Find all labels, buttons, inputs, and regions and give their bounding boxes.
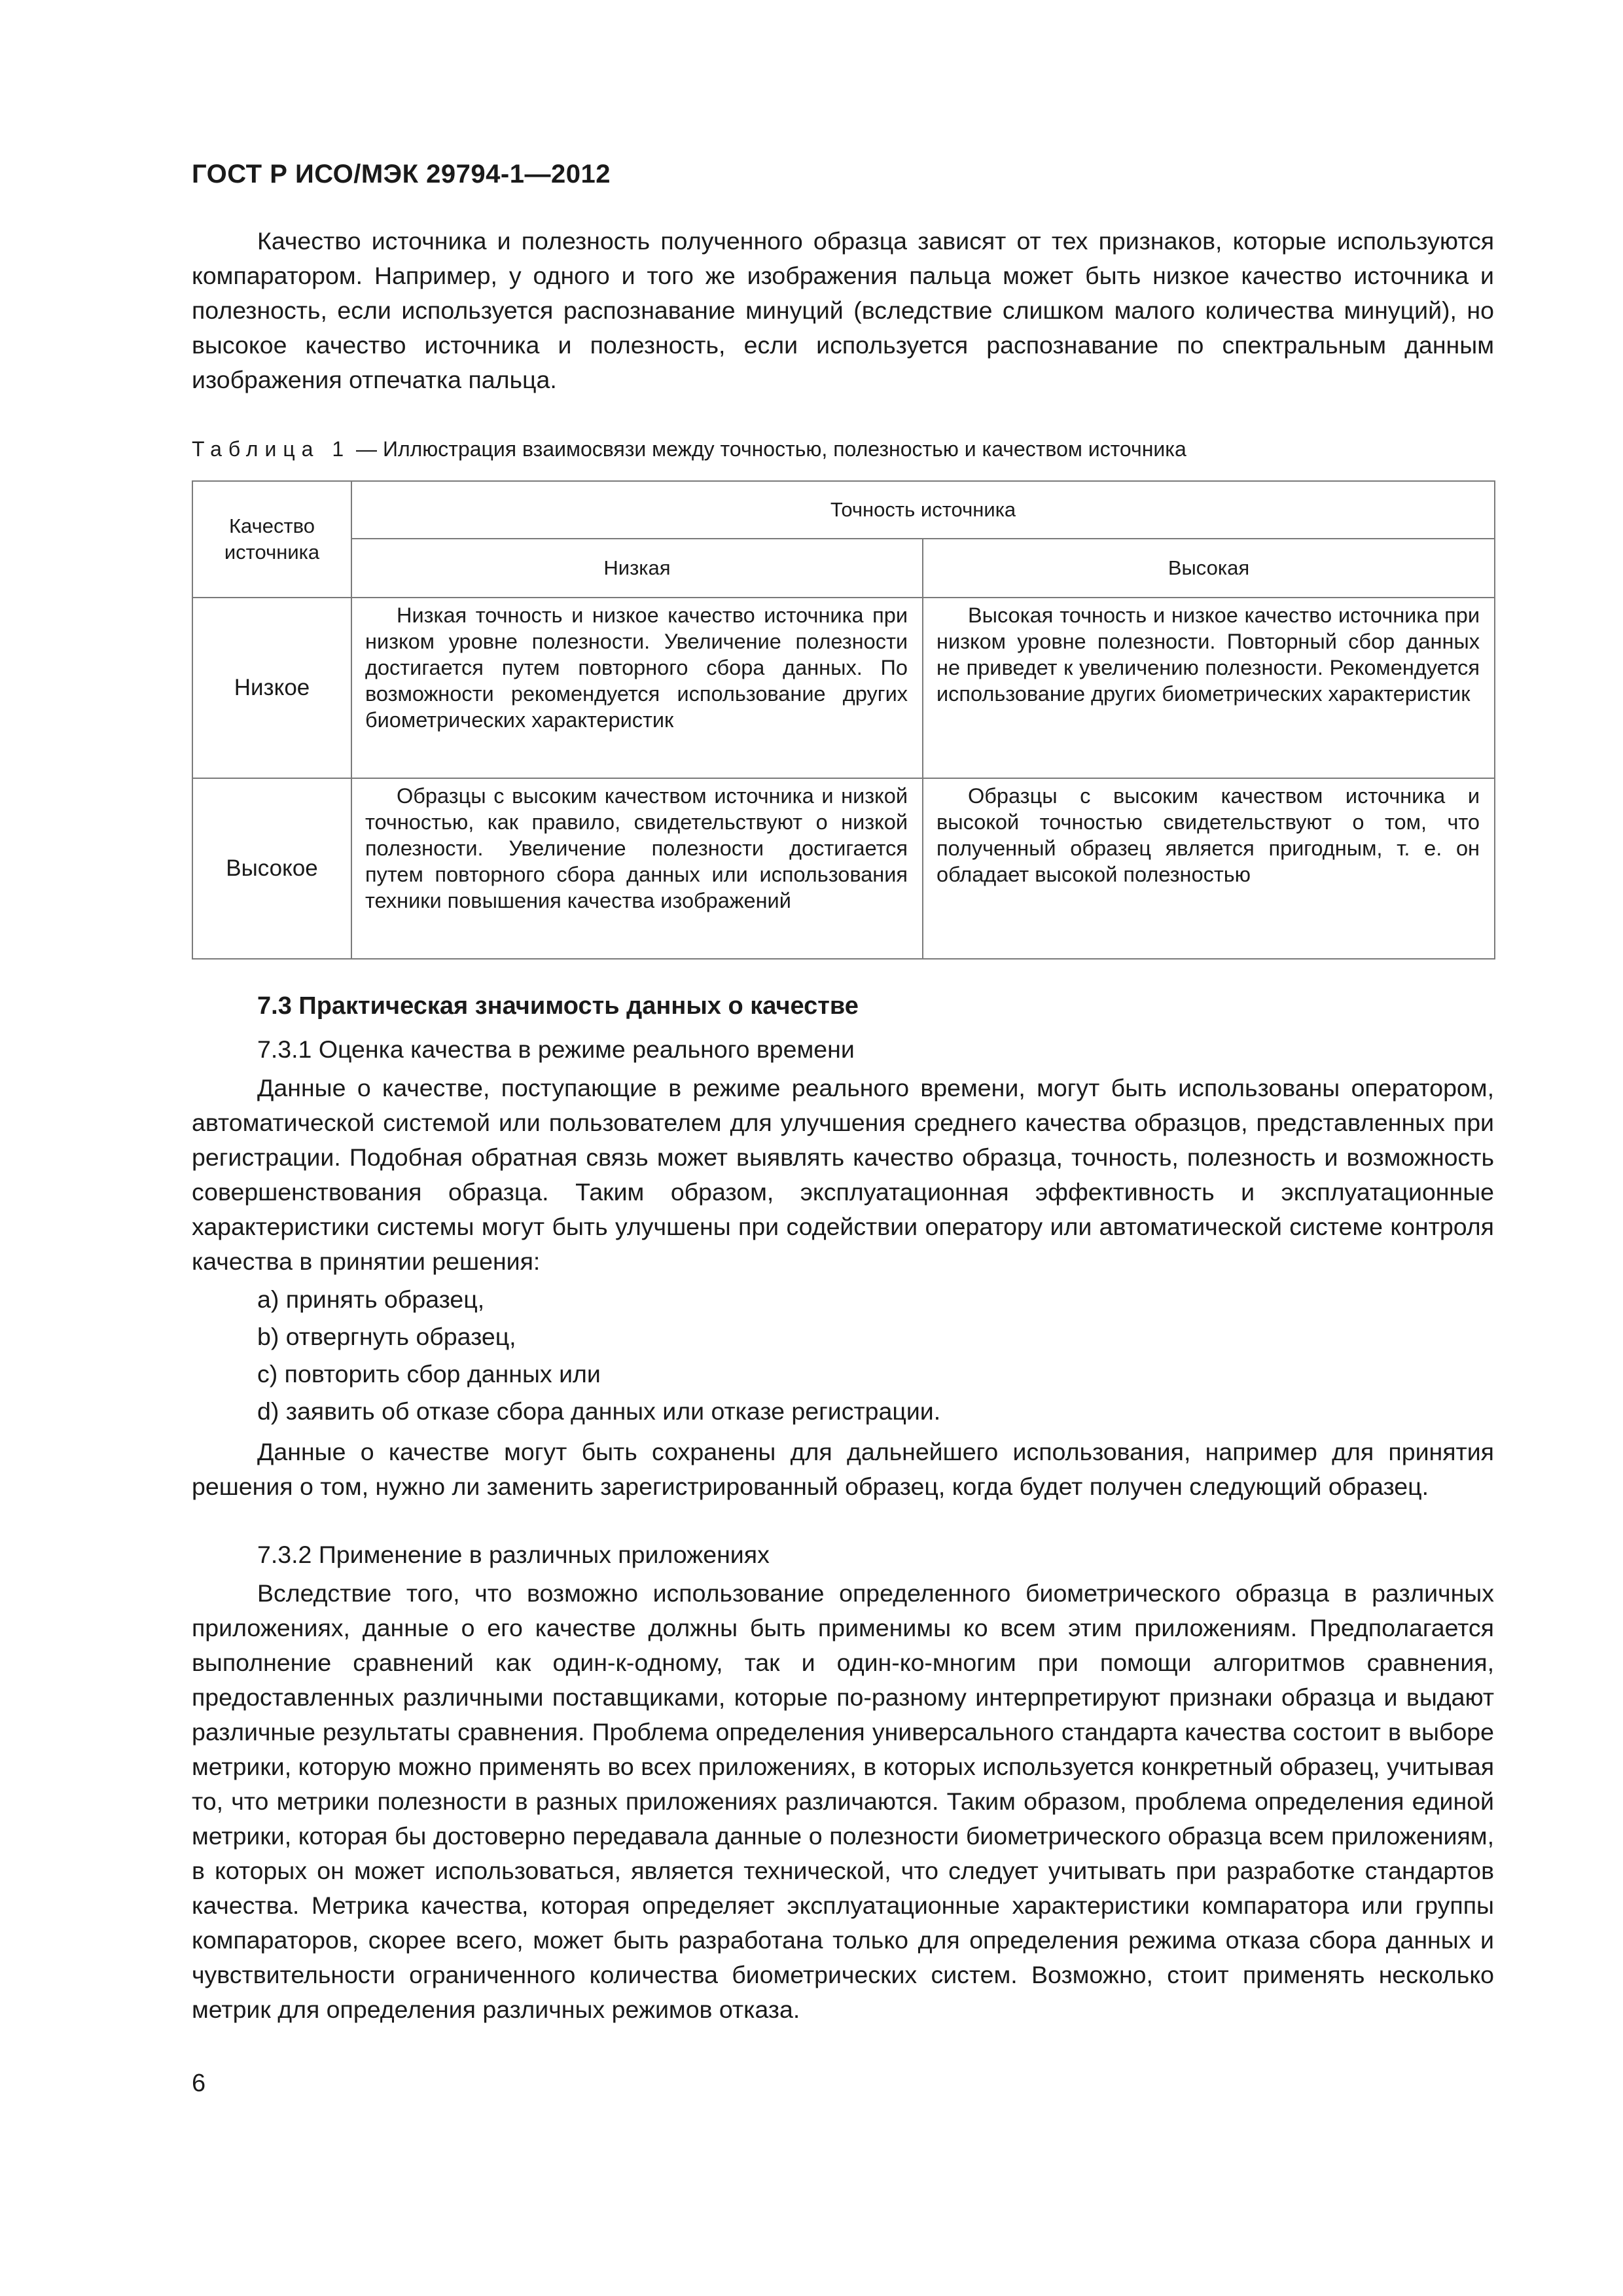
section-7-3-title: 7.3 Практическая значимость данных о качестве — [257, 992, 859, 1020]
section-7-3-1-title: 7.3.1 Оценка качества в режиме реального времени — [257, 1035, 855, 1063]
list-item: a) принять образец, — [257, 1285, 485, 1313]
table-caption — [192, 437, 1186, 461]
table-col-high-header: Высокая — [923, 539, 1495, 598]
list-item: d) заявить об отказе сбора данных или отказе регистрации. — [257, 1397, 941, 1425]
section-7-3-2-paragraph: Вследствие того, что возможно использование определенного биометрического образца в различных приложениях, данные о его качестве должны быть применимы ко всем этим приложениям. Предполагается выполнение сравнений как один-к-одному, так и один-ко-многим при помощи алгоритмов сравнения, предоставленных различными поставщиками, которые по-разному интерпретируют признаки образца и выдают различные результаты сравнения. Проблема определения универсального стандарта качества состоит в выборе метрики, которую можно применять во всех приложениях, в которых используется конкретный образец, учитывая то, что метрики полезности в разных приложениях различаются. Таким образом, проблема определения единой метрики, которая бы достоверно передавала данные о полезности биометрического образца всем приложениям, в которых он может использоваться, является технической, что следует учитывать при разработке стандартов качества. Метрика качества, которая определяет эксплуатационные характеристики компаратора или группы компараторов, скорее всего, может быть разработана только для определения режима отказа сбора данных и чувствительности ограниченного количества биометрических систем. Возможно, стоит применять несколько метрик для определения различных режимов отказа. — [192, 1579, 1494, 2023]
quality-accuracy-table — [192, 480, 1495, 960]
list-item: c) повторить сбор данных или — [257, 1360, 601, 1388]
table-cell: Высокая точность и низкое качество источника при низком уровне полезности. Повторный сбор данных не приведет к увеличению полезности. Рекомендуется использование других биометрических характеристик — [923, 598, 1495, 778]
section-7-3-1-paragraph: Данные о качестве, поступающие в режиме реального времени, могут быть использованы оператором, автоматической системой или пользователем для улучшения среднего качества образцов, представленных при регистрации. Подобная обратная связь может выявлять качество образца, точность, полезность и возможность совершенствования образца. Таким образом, эксплуатационная эффективность и эксплуатационные характеристики системы могут быть улучшены при содействии оператору или автоматической системе контроля качества в принятии решения: — [192, 1074, 1494, 1275]
intro-paragraph: Качество источника и полезность полученного образца зависят от тех признаков, которые используются компаратором. Например, у одного и того же изображения пальца может быть низкое качество источника и полезность, если используется распознавание минуций (вследствие слишком малого количества минуций), но высокое качество источника и полезность, если используется распознавание по спектральным данным изображения отпечатка пальца. — [192, 227, 1494, 393]
section-7-3-2-title: 7.3.2 Применение в различных приложениях — [257, 1541, 770, 1568]
table-cell: Образцы с высоким качеством источника и низкой точностью, как правило, свидетельствуют о низкой полезности. Увеличение полезности достигается путем повторного сбора данных или использования техники повышения качества изображений — [351, 778, 923, 959]
table-corner-header: Качество источника — [192, 481, 351, 598]
table-cell: Низкая точность и низкое качество источника при низком уровне полезности. Увеличение полезности достигается путем повторного сбора данных. По возможности рекомендуется использование других биометрических характеристик — [351, 598, 923, 778]
page-number: 6 — [192, 2070, 206, 2097]
document-header: ГОСТ Р ИСО/МЭК 29794-1—2012 — [192, 160, 611, 188]
section-7-3-1-paragraph-2: Данные о качестве могут быть сохранены для дальнейшего использования, например для принятия решения о том, нужно ли заменить зарегистрированный образец, когда будет получен следующий образец. — [192, 1438, 1494, 1500]
list-item: b) отвергнуть образец, — [257, 1323, 516, 1350]
table-caption-text: — Иллюстрация взаимосвязи между точностью, полезностью и качеством источника — [350, 437, 1186, 461]
table-caption-label: Таблица 1 — [192, 437, 351, 461]
table-col-low-header: Низкая — [351, 539, 923, 598]
table-row-label: Высокое — [192, 778, 351, 959]
table-row-label: Низкое — [192, 598, 351, 778]
table-group-header: Точность источника — [351, 481, 1495, 539]
table-cell: Образцы с высоким качеством источника и высокой точностью свидетельствуют о том, что полученный образец является пригодным, т. е. он обладает высокой полезностью — [923, 778, 1495, 959]
